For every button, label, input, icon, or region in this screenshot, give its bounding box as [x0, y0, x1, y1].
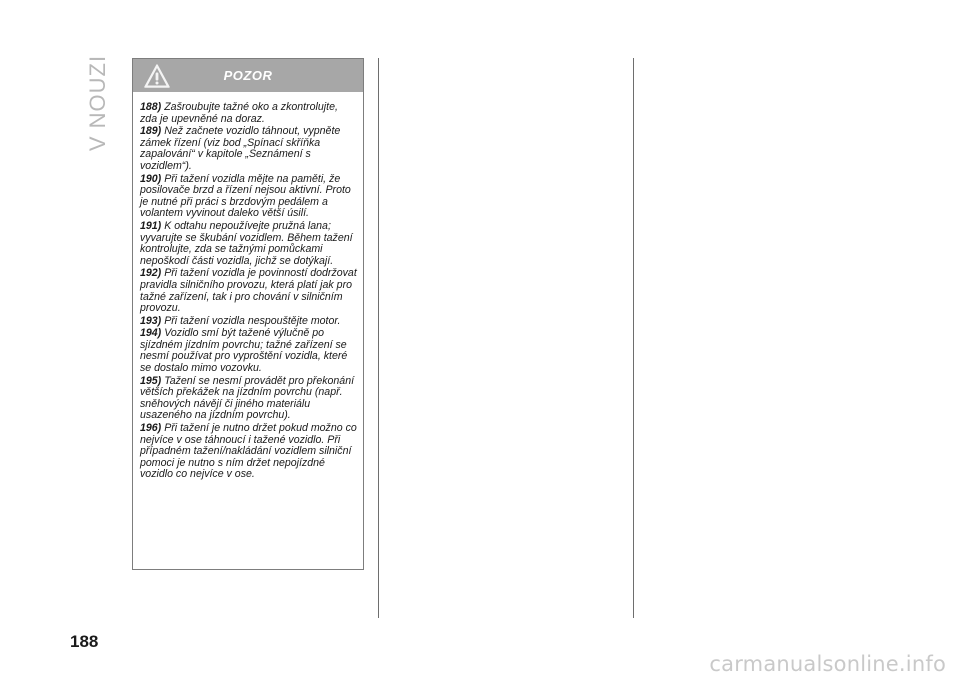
list-item	[140, 328, 357, 374]
item-number: 192)	[140, 267, 162, 280]
list-item	[140, 376, 357, 422]
item-number: 195)	[140, 374, 162, 387]
list-item	[140, 316, 357, 328]
list-item	[140, 102, 357, 125]
item-text: Při tažení vozidla nespouštějte motor.	[164, 314, 341, 327]
item-number: 188)	[140, 101, 162, 113]
item-text: Zašroubujte tažné oko a zkontrolujte, zda je upevněné na doraz.	[140, 101, 338, 125]
warning-body	[133, 92, 363, 481]
item-number: 189)	[140, 125, 162, 138]
item-text: Při tažení je nutno držet pokud možno co nejvíce v ose táhnoucí i tažené vozidlo. Při případném tažení/nakládání vozidlem silniční pomoci je nutno s ním držet nepojízdné vozidlo co nejvíce v ose.	[140, 422, 357, 481]
item-text: K odtahu nepoužívejte pružná lana; vyvarujte se škubání vozidlem. Během tažení kontrolujte, zda se tažnými pomůckami nepoškodí části vozidla, jichž se dotýkají.	[140, 219, 353, 267]
item-text: Než začnete vozidlo táhnout, vypněte zámek řízení (viz bod „Spínací skříňka zapalování“ v kapitole „Seznámení s vozidlem“).	[140, 125, 341, 172]
list-item	[140, 221, 357, 267]
list-item	[140, 126, 357, 172]
warning-header	[133, 59, 363, 92]
item-number: 194)	[140, 327, 162, 340]
item-text: Při tažení vozidla je povinností dodržovat pravidla silničního provozu, která platí jak pro tažné zařízení, tak i pro chování v silničním provozu.	[140, 267, 357, 315]
warning-triangle-icon	[143, 63, 171, 89]
chapter-tab	[84, 54, 112, 152]
list-item	[140, 423, 357, 481]
warning-title: POZOR	[223, 68, 273, 83]
item-text: Tažení se nesmí provádět pro překonání větších překážek na jízdním povrchu (např. sněhových návějí či jiného materiálu usazeného na jízdním povrchu).	[140, 374, 355, 422]
list-item	[140, 174, 357, 220]
chapter-tab-label: V NOUZI	[85, 54, 111, 152]
page-number: 188	[70, 632, 99, 651]
watermark: carmanualsonline.info	[709, 652, 946, 676]
item-number: 190)	[140, 172, 162, 185]
item-number: 196)	[140, 422, 162, 435]
item-text: Vozidlo smí být tažené výlučně po sjízdném jízdním povrchu; tažné zařízení se nesmí používat pro vyproštění vozidla, které se dostalo mimo vozovku.	[140, 327, 348, 375]
column-divider	[378, 58, 379, 618]
item-text: Při tažení vozidla mějte na paměti, že posilovače brzd a řízení nejsou aktivní. Proto je nutné při práci s brzdovým pedálem a volantem vyvinout daleko větší úsilí.	[140, 172, 351, 220]
item-number: 191)	[140, 219, 162, 232]
item-number: 193)	[140, 314, 162, 327]
list-item	[140, 268, 357, 314]
warning-box	[132, 58, 364, 570]
column-divider	[633, 58, 634, 618]
